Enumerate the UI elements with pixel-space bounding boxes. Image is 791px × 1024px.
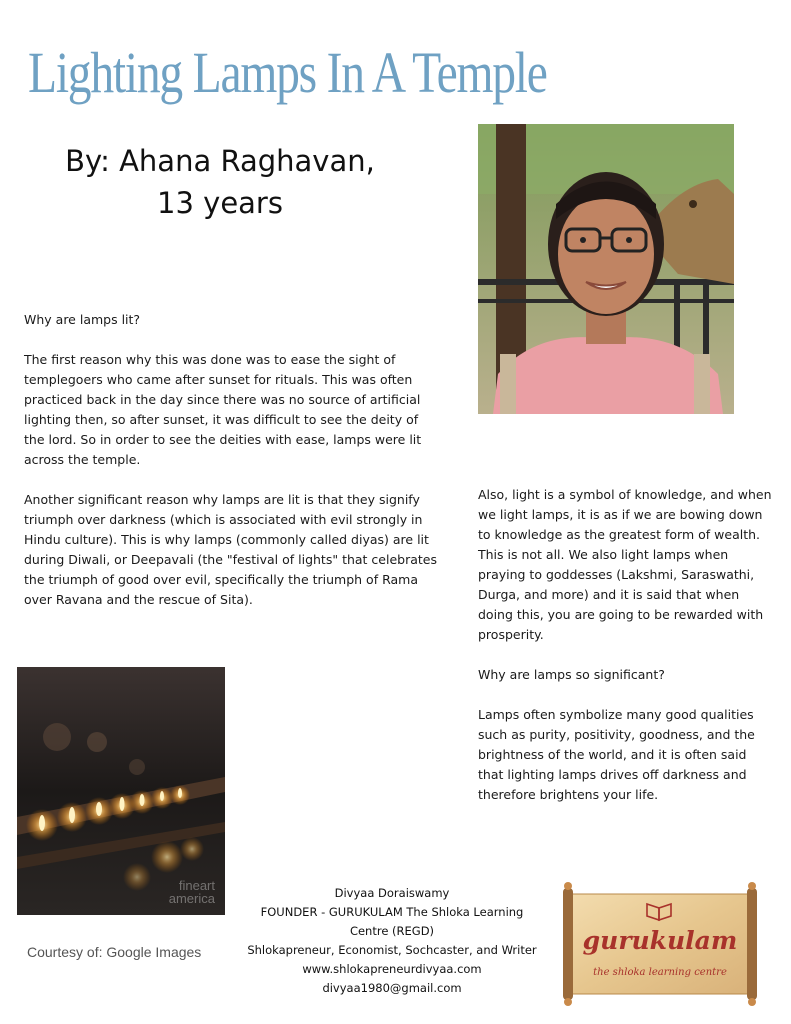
founder-titles: Shlokapreneur, Economist, Sochcaster, and Writer [247,943,537,957]
page-title: Lighting Lamps In A Temple [28,40,547,105]
email-link[interactable]: divyaa1980@gmail.com [322,981,462,995]
paragraph-knowledge: Also, light is a symbol of knowledge, and when we light lamps, it is as if we are bowing down to knowledge as the greatest form of wealth. This is not all. We also light lamps when praying to goddesses (Lakshmi, Saraswathi, Durga, and more) and it is said that when doing this, you are going to be rewarded with prosperity. [478,487,772,642]
paragraph-sunset: The first reason why this was done was to ease the sight of templegoers who came after sunset for rituals. This was often practiced back in the day since there was no source of artificial lighting then, so after sunset, it was difficult to see the deity of the lord. So in order to see the deities with ease, lamps were lit across the temple. [24,352,422,467]
author-photo [478,124,734,414]
paragraph-darkness: Another significant reason why lamps are lit is that they signify triumph over darkness (which is associated with evil strongly in Hindu culture). This is why lamps (commonly called diyas) are lit during Diwali, or Deepavali (the "festival of lights" that celebrates the triumph of good over evil, specifically the triumph of Rama over Ravana and the rescue of Sita). [24,492,437,607]
question-why-significant: Why are lamps so significant? [478,667,665,682]
author-photo-illustration [478,124,734,414]
left-text-column [24,310,439,610]
image-credit: Courtesy of: Google Images [27,944,202,960]
paragraph-qualities: Lamps often symbolize many good qualities such as purity, positivity, goodness, and the brightness of the world, and it is often said that lighting lamps drives off darkness and therefore brightens your life. [478,707,755,802]
founder-role: FOUNDER - GURUKULAM The Shloka Learning Centre (REGD) [260,905,524,938]
byline [20,140,420,224]
logo-tagline: the shloka learning centre [593,967,727,978]
website-link[interactable]: www.shlokapreneurdivyaa.com [302,962,482,976]
lamps-photo [17,667,225,915]
author-line: By: Ahana Raghavan, [65,144,375,178]
founder-name: Divyaa Doraiswamy [334,886,450,900]
age-line: 13 years [157,186,283,220]
footer-credits [246,884,538,998]
question-why-lit: Why are lamps lit? [24,312,141,327]
watermark: fineart america [168,878,215,906]
right-text-column [478,485,773,805]
logo-wordmark: gurukulam [582,926,738,955]
gurukulam-logo [557,882,763,1006]
